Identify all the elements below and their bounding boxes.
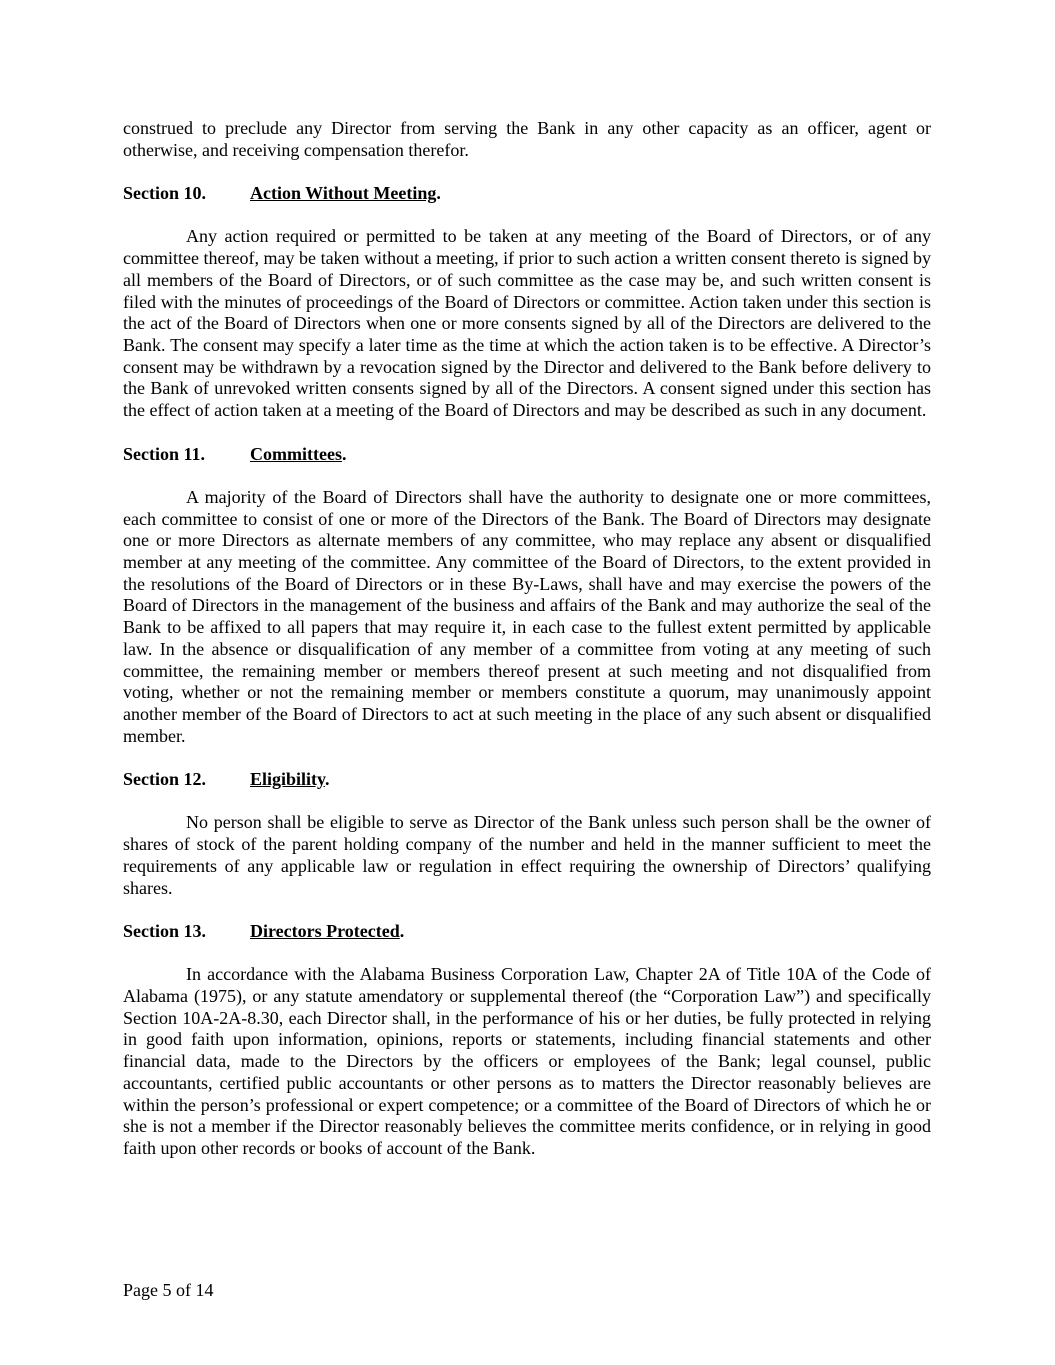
- section-12-number: Section 12.: [123, 769, 206, 790]
- section-13-title-period: .: [399, 920, 405, 941]
- section-12-heading: [123, 769, 931, 791]
- section-13-paragraph: In accordance with the Alabama Business Corporation Law, Chapter 2A of Title 10A of the Code of Alabama (1975), or any statute amendatory or supplemental thereof (the “Corporation Law”) and specifically Section 10A-2A-8.30, each Director shall, in the performance of his or her duties, be fully protected in relying in good faith upon information, opinions, reports or statements, including financial statements and other financial data, made to the Directors by the officers or employees of the Bank; legal counsel, public accountants, certified public accountants or other persons as to matters the Director reasonably believes are within the person’s professional or expert competence; or a committee of the Board of Directors of which he or she is not a member if the Director reasonably believes the committee merits confidence, or in relying in good faith upon other records or books of account of the Bank.: [123, 964, 931, 1158]
- section-13-title: Directors Protected.: [250, 920, 405, 941]
- section-10-paragraph: Any action required or permitted to be taken at any meeting of the Board of Directors, or of any committee thereof, may be taken without a meeting, if prior to such action a written consent thereto is signed by all members of the Board of Directors, or of such committee as the case may be, and such written consent is filed with the minutes of proceedings of the Board of Directors or committee. Action taken under this section is the act of the Board of Directors when one or more consents signed by all of the Directors are delivered to the Bank. The consent may specify a later time as the time at which the action taken is to be effective. A Director’s consent may be withdrawn by a revocation signed by the Director and delivered to the Bank before delivery to the Bank of unrevoked written consents signed by all of the Directors. A consent signed under this section has the effect of action taken at a meeting of the Board of Directors and may be described as such in any document.: [123, 226, 931, 421]
- section-11-number: Section 11.: [123, 443, 206, 464]
- continuation-paragraph: construed to preclude any Director from serving the Bank in any other capacity as an officer, agent or otherwise, and receiving compensation therefor.: [123, 118, 931, 160]
- section-10-title-period: .: [436, 183, 441, 204]
- section-13-number: Section 13.: [123, 920, 206, 941]
- section-12-title-period: .: [325, 769, 330, 790]
- section-12-title: Eligibility.: [250, 769, 330, 790]
- section-11-heading: [123, 444, 931, 466]
- section-10-title: Action Without Meeting.: [250, 183, 441, 204]
- section-11-paragraph: A majority of the Board of Directors shall have the authority to designate one or more committees, each committee to consist of one or more of the Directors of the Bank. The Board of Directors may designate one or more Directors as alternate members of any committee, who may replace any absent or disqualified member at any meeting of the committee. Any committee of the Board of Directors, to the extent provided in the resolutions of the Board of Directors or in these By-Laws, shall have and may exercise the powers of the Board of Directors in the management of the business and affairs of the Bank and may authorize the seal of the Bank to be affixed to all papers that may require it, in each case to the fullest extent permitted by applicable law. In the absence or disqualification of any member of a committee from voting at any meeting of such committee, the remaining member or members thereof present at such meeting and not disqualified from voting, whether or not the remaining member or members constitute a quorum, may unanimously appoint another member of the Board of Directors to act at such meeting in the place of any such absent or disqualified member.: [123, 486, 931, 746]
- section-11-title-period: .: [341, 443, 347, 464]
- page-footer: Page 5 of 14: [123, 1280, 214, 1300]
- section-10-number: Section 10.: [123, 183, 206, 204]
- document-body: [123, 118, 931, 1181]
- section-11-title: Committees.: [250, 443, 347, 464]
- section-12-paragraph: No person shall be eligible to serve as Director of the Bank unless such person shall be the owner of shares of stock of the parent holding company of the number and held in the manner sufficient to meet the requirements of any applicable law or regulation in effect requiring the ownership of Directors’ qualifying shares.: [123, 812, 931, 898]
- section-13-heading: [123, 921, 931, 943]
- section-10-heading: [123, 183, 931, 205]
